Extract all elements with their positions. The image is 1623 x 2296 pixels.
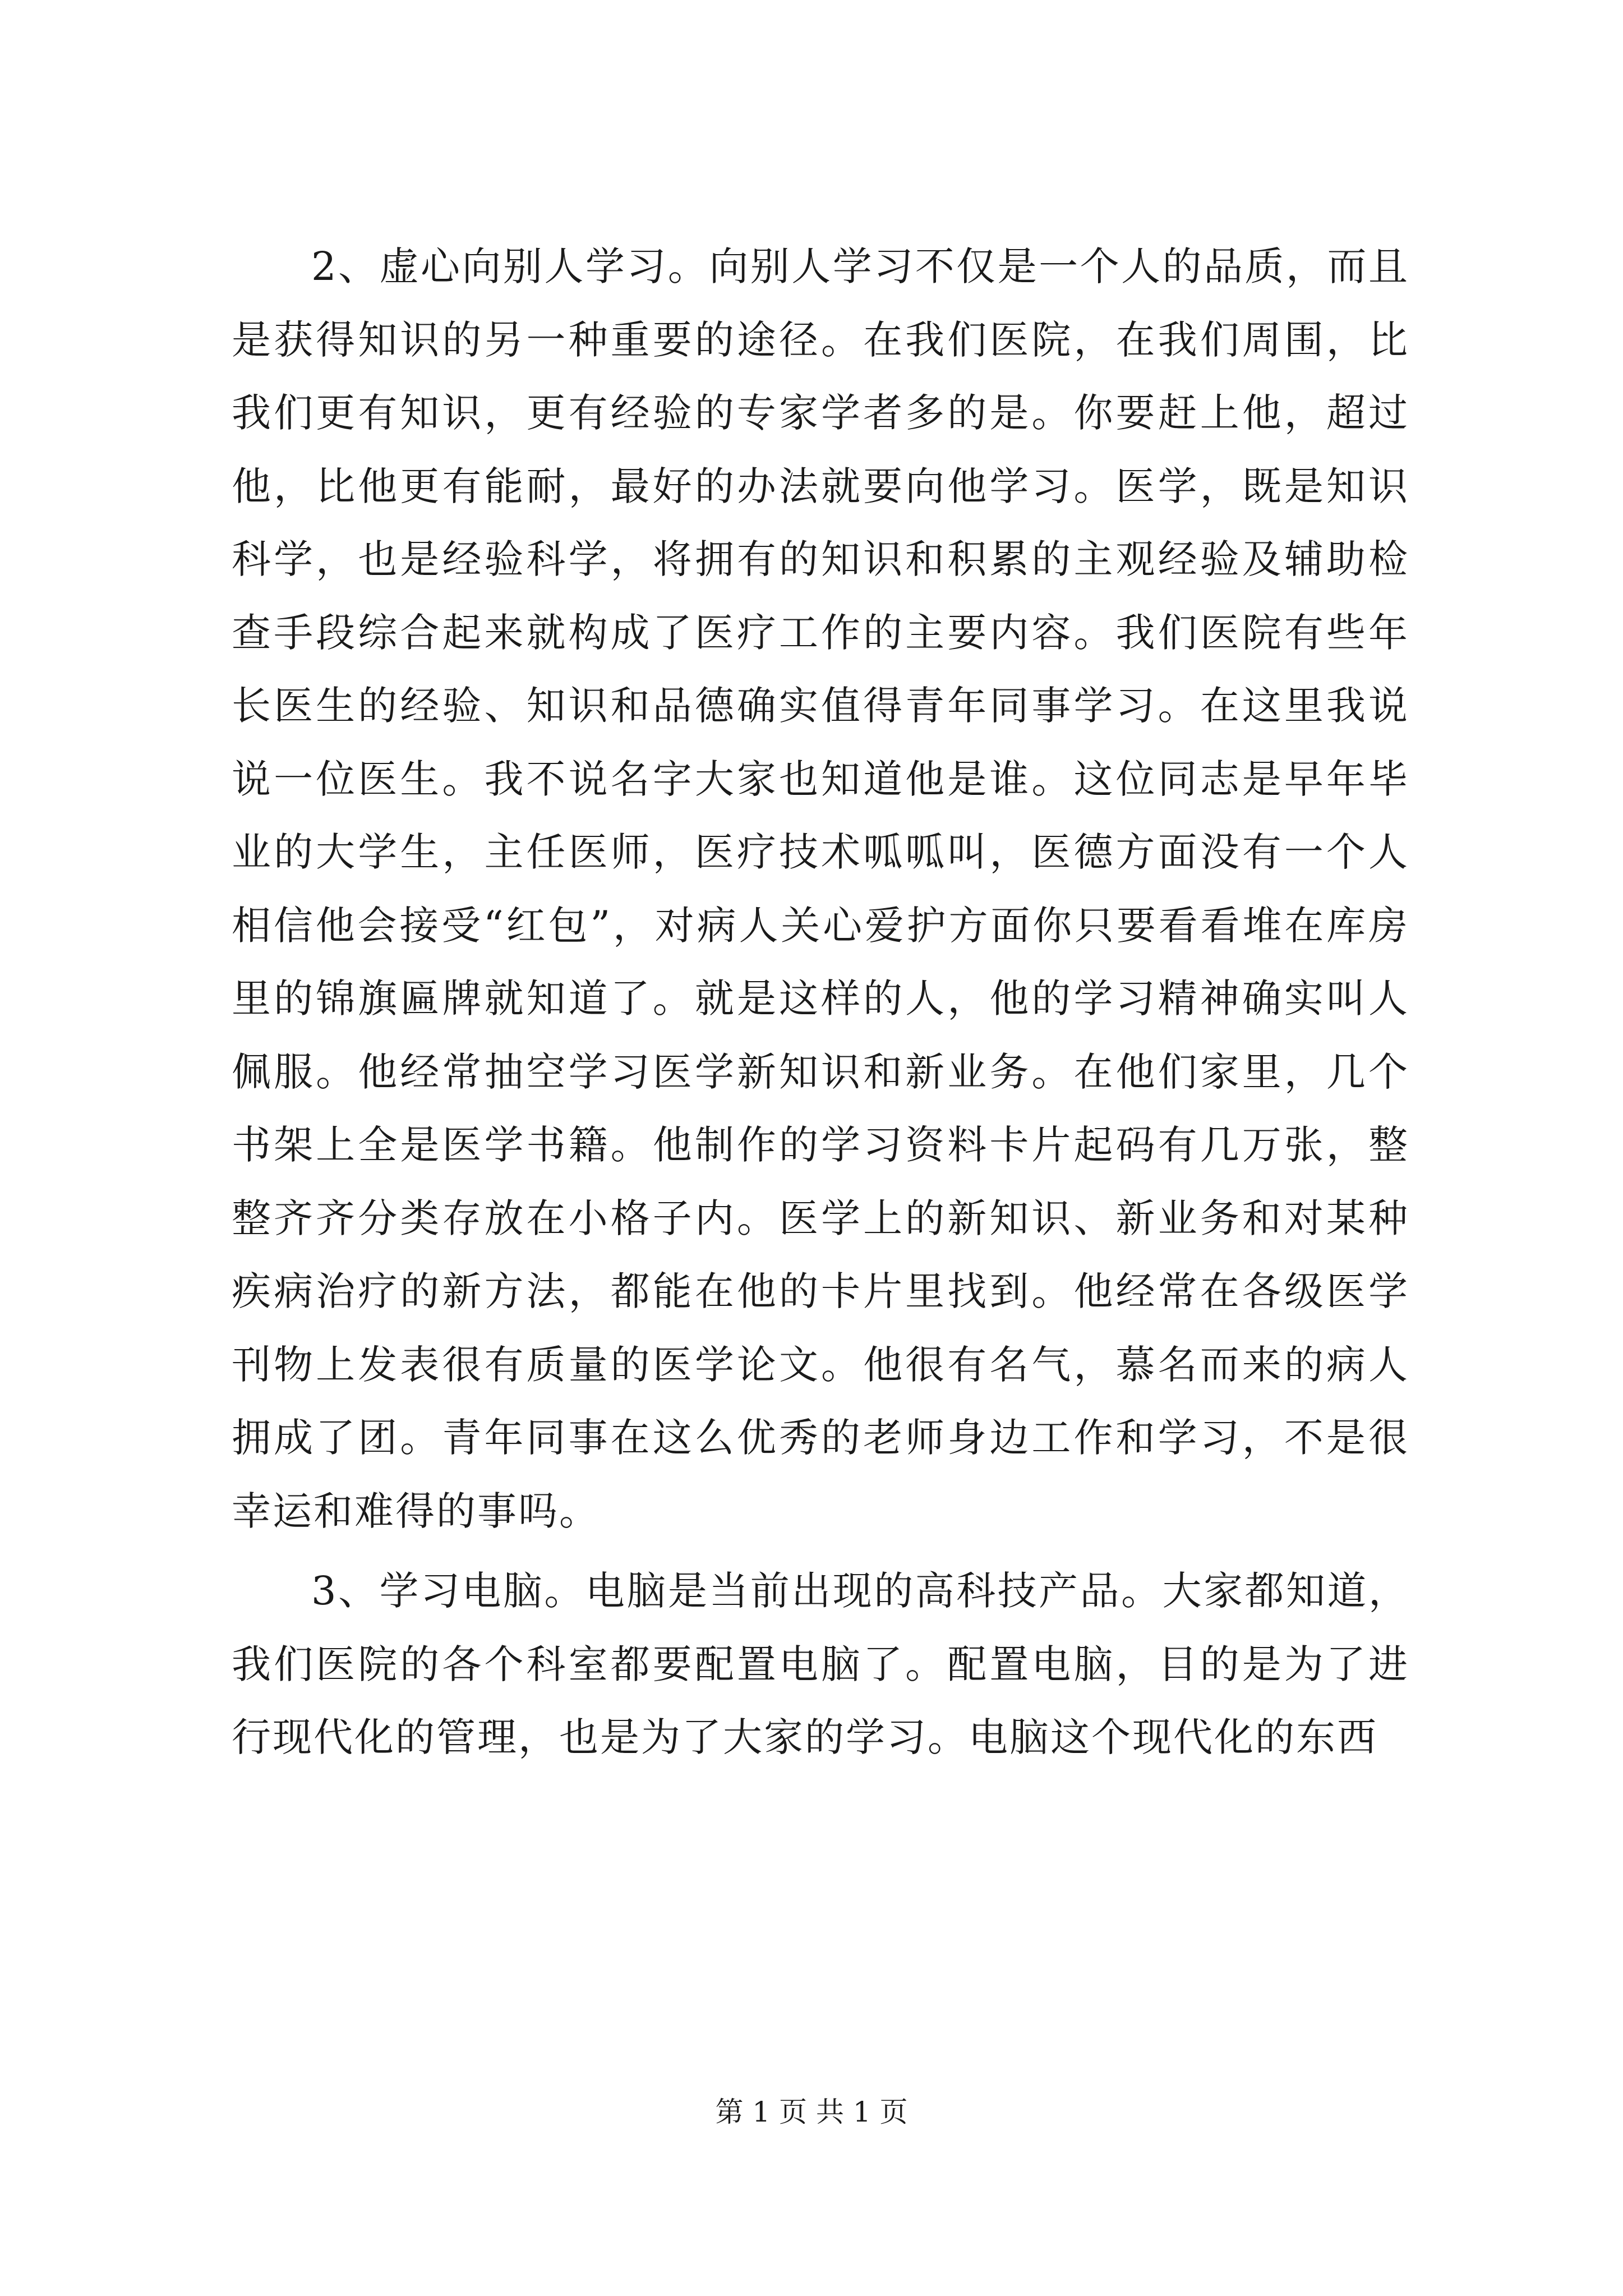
- page-number-footer: 第 1 页 共 1 页: [715, 2096, 908, 2128]
- paragraph-learn-from-others: 2、虚心向别人学习。向别人学习不仅是一个人的品质，而且是获得知识的另一种重要的途径。在我们医院，在我们周围，比我们更有知识，更有经验的专家学者多的是。你要赶上他，超过他，比他更有能耐，最好的办法就要向他学习。医学，既是知识科学，也是经验科学，将拥有的知识和积累的主观经验及辅助检查手段综合起来就构成了医疗工作的主要内容。我们医院有些年长医生的经验、知识和品德确实值得青年同事学习。在这里我说说一位医生。我不说名字大家也知道他是谁。这位同志是早年毕业的大学生，主任医师，医疗技术呱呱叫，医德方面没有一个人相信他会接受“红包”，对病人关心爱护方面你只要看看堆在库房里的锦旗匾牌就知道了。就是这样的人，他的学习精神确实叫人佩服。他经常抽空学习医学新知识和新业务。在他们家里，几个书架上全是医学书籍。他制作的学习资料卡片起码有几万张，整整齐齐分类存放在小格子内。医学上的新知识、新业务和对某种疾病治疗的新方法，都能在他的卡片里找到。他经常在各级医学刊物上发表很有质量的医学论文。他很有名气，慕名而来的病人拥成了团。青年同事在这么优秀的老师身边工作和学习，不是很幸运和难得的事吗。: [232, 243, 1409, 1534]
- document-body: [232, 230, 1409, 1774]
- paragraph-learn-computer: 3、学习电脑。电脑是当前出现的高科技产品。大家都知道，我们医院的各个科室都要配置电脑了。配置电脑，目的是为了进行现代化的管理，也是为了大家的学习。电脑这个现代化的东西: [232, 1568, 1409, 1760]
